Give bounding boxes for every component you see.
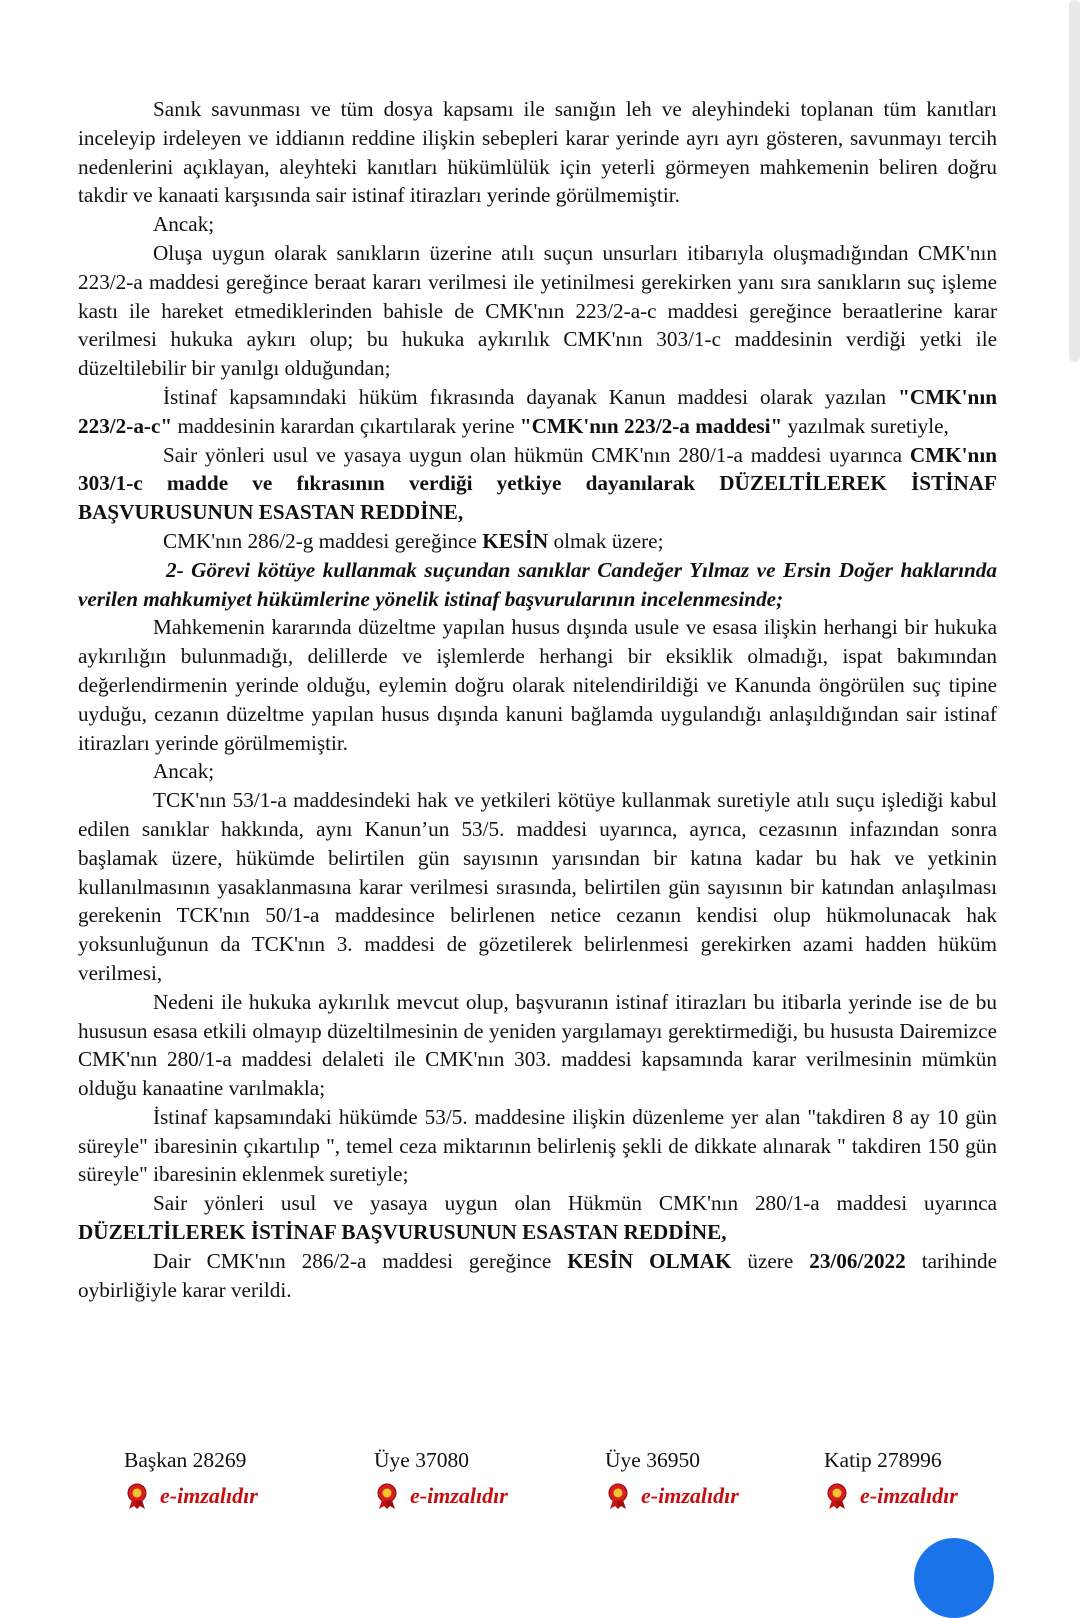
stamp-label: e-imzalıdır <box>410 1483 508 1508</box>
signature-role: Katip 278996 <box>824 1448 942 1472</box>
paragraph-finality-1: CMK'nın 286/2-g maddesi gereğince KESİN olmak üzere; <box>163 528 664 553</box>
signature-president <box>124 1448 324 1510</box>
e-signature-seal-icon <box>374 1482 400 1510</box>
stamp-label: e-imzalıdır <box>641 1483 739 1508</box>
paragraph-correction-2: İstinaf kapsamındaki hükümde 53/5. maddesine ilişkin düzenleme yer alan "takdiren 8 ay 10 gün süreyle" ibaresinin çıkartılıp ", temel ceza miktarının belirleniş şekli de dikkate alınarak " takdiren 150 gün süreyle" ibaresinin eklenmek suretiyle; <box>78 1104 997 1187</box>
stamp-label: e-imzalıdır <box>860 1483 958 1508</box>
e-signature-stamp <box>374 1482 574 1510</box>
paragraph-verdict-2: Sair yönleri usul ve yasaya uygun olan Hükmün CMK'nın 280/1-a maddesi uyarınca DÜZELTİLEREK İSTİNAF BAŞVURUSUNUN ESASTAN REDDİNE, <box>78 1191 997 1245</box>
paragraph-tck-53: TCK'nın 53/1-a maddesindeki hak ve yetkileri kötüye kullanmak suretiyle atılı suçu işlediği kabul edilen sanıklar hakkında, aynı Kanun’un 53/5. maddesi uyarınca, ayrıca, cezasının infazından sonra başlamak üzere, hükümde belirtilen gün sayısının yarısından bir katına kadar bu hak ve yetkinin kullanılmasının yasaklanmasına karar verilmesi sırasında, belirtilen gün sayısının bir katından anlaşılması gerekenin TCK'nın 50/1-a maddesince belirlenen netice cezanın kendisi olup hükmolunacak hak yoksunluğunun da TCK'nın 3. maddesi de gözetilerek belirlenmesi gerekirken azami hadden hüküm verilmesi, <box>78 788 997 985</box>
paragraph-final-decision: Dair CMK'nın 286/2-a maddesi gereğince KESİN OLMAK üzere 23/06/2022 tarihinde oybirliğiyle karar verildi. <box>78 1248 997 1302</box>
e-signature-seal-icon <box>124 1482 150 1510</box>
stamp-label: e-imzalıdır <box>160 1483 258 1508</box>
signature-clerk <box>824 1448 1024 1510</box>
paragraph-reason: Nedeni ile hukuka aykırılık mevcut olup, başvuranın istinaf itirazları bu itibarla yerinde ise de bu hususun esasa etkili olmayıp düzeltilmesinin de yeniden yargılamayı gerektirmediği, bu hususta Dairemizce CMK'nın 280/1-a maddesi delaleti ile CMK'nın 303. maddesi kapsamında karar verilmesinin mümkün olduğu kanaatine varılmakla; <box>78 989 997 1101</box>
floating-action-button[interactable] <box>914 1538 994 1618</box>
e-signature-stamp <box>605 1482 805 1510</box>
e-signature-stamp <box>824 1482 1024 1510</box>
paragraph-ancak-2: Ancak; <box>153 759 215 784</box>
signature-role: Üye 37080 <box>374 1448 469 1472</box>
paragraph-court-review: Mahkemenin kararında düzeltme yapılan husus dışında usule ve esasa ilişkin herhangi bir hukuka aykırılığın bulunmadığı, delillerde ve işlemlerde herhangi bir eksiklik olmadığı, ispat bakımından değerlendirmenin yerinde olduğu, eylemin doğru olarak nitelendirildiği ve Kanunda öngörülen suç tipine uyduğu, cezanın düzeltme yapılan husus dışında kanuni bağlamda uygulandığı anlaşıldığından sair istinaf itirazları yerinde görülmemiştir. <box>78 615 997 755</box>
paragraph-correction-1: İstinaf kapsamındaki hüküm fıkrasında dayanak Kanun maddesi olarak yazılan "CMK'nın 223/2-a-c" maddesinin karardan çıkartılarak yerine "CMK'nın 223/2-a maddesi" yazılmak suretiyle, <box>78 384 997 438</box>
paragraph-assessment: Sanık savunması ve tüm dosya kapsamı ile sanığın leh ve aleyhindeki toplanan tüm kanıtları inceleyip irdeleyen ve iddianın reddine ilişkin sebepleri karar yerinde ayrı ayrı gösteren, savunmayı tercih nedenlerini açıklayan, aleyhteki kanıtları hükümlülük için yeterli görmeyen mahkemenin beliren doğru takdir ve kanaati karşısında sair istinaf itirazları yerinde görülmemiştir. <box>78 97 997 208</box>
signature-member-1 <box>374 1448 574 1510</box>
document-body <box>78 95 997 1304</box>
section-heading-2: 2- Görevi kötüye kullanmak suçundan sanıklar Candeğer Yılmaz ve Ersin Doğer haklarında verilen mahkumiyet hükümlerine yönelik istinaf başvurularının incelenmesinde; <box>78 557 997 611</box>
paragraph-ancak-1: Ancak; <box>153 212 215 237</box>
paragraph-verdict-1: Sair yönleri usul ve yasaya uygun olan hükmün CMK'nın 280/1-a maddesi uyarınca CMK'nın 303/1-c madde ve fıkrasının verdiği yetkiye dayanılarak DÜZELTİLEREK İSTİNAF BAŞVURUSUNUN ESASTAN REDDİNE, <box>78 442 997 525</box>
signature-role: Başkan 28269 <box>124 1448 247 1472</box>
signature-block <box>78 1448 1078 1518</box>
paragraph-acquittal-error: Oluşa uygun olarak sanıkların üzerine atılı suçun unsurları itibarıyla oluşmadığından CMK'nın 223/2-a maddesi gereğince beraat kararı verilmesi ile yetinilmesi gerekirken yanı sıra sanıkların suç işleme kastı ile hareket etmediklerinden bahisle de CMK'nın 223/2-a-c maddesi gereğince beraatlerine karar verilmesi hukuka aykırı olup; bu hukuka aykırılık CMK'nın 303/1-c maddesinin verdiği yetki ile düzeltilebilir bir yanılgı olduğundan; <box>78 240 997 381</box>
e-signature-seal-icon <box>605 1482 631 1510</box>
scrollbar[interactable] <box>1069 0 1080 362</box>
signature-role: Üye 36950 <box>605 1448 700 1472</box>
e-signature-stamp <box>124 1482 324 1510</box>
e-signature-seal-icon <box>824 1482 850 1510</box>
signature-member-2 <box>605 1448 805 1510</box>
